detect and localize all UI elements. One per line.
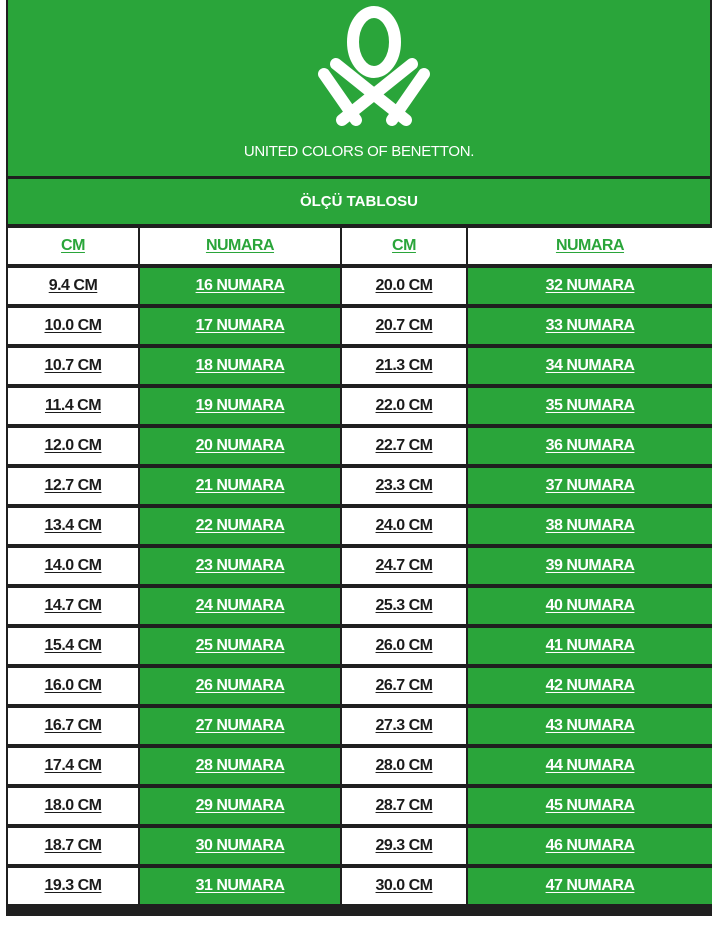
cm-cell: 20.0 CM	[342, 268, 466, 304]
numara-cell: 41 NUMARA	[468, 628, 712, 664]
cm-cell: 26.0 CM	[342, 628, 466, 664]
cm-cell: 29.3 CM	[342, 828, 466, 864]
cm-cell: 23.3 CM	[342, 468, 466, 504]
column-header-cm: CM	[8, 228, 138, 264]
numara-cell: 36 NUMARA	[468, 428, 712, 464]
brand-header	[8, 0, 710, 176]
cm-cell: 11.4 CM	[8, 388, 138, 424]
column-header-numara: NUMARA	[468, 228, 712, 264]
cm-cell: 17.4 CM	[8, 748, 138, 784]
cm-cell: 26.7 CM	[342, 668, 466, 704]
cm-cell: 22.7 CM	[342, 428, 466, 464]
numara-cell: 25 NUMARA	[140, 628, 340, 664]
cm-cell: 9.4 CM	[8, 268, 138, 304]
column-header-numara: NUMARA	[140, 228, 340, 264]
numara-cell: 18 NUMARA	[140, 348, 340, 384]
numara-cell: 22 NUMARA	[140, 508, 340, 544]
brand-name: UNITED COLORS OF BENETTON.	[243, 143, 475, 160]
cm-cell: 30.0 CM	[342, 868, 466, 904]
numara-cell: 35 NUMARA	[468, 388, 712, 424]
cm-cell: 21.3 CM	[342, 348, 466, 384]
numara-cell: 39 NUMARA	[468, 548, 712, 584]
cm-cell: 12.7 CM	[8, 468, 138, 504]
cm-cell: 14.7 CM	[8, 588, 138, 624]
numara-cell: 16 NUMARA	[140, 268, 340, 304]
cm-cell: 14.0 CM	[8, 548, 138, 584]
numara-cell: 38 NUMARA	[468, 508, 712, 544]
numara-cell: 19 NUMARA	[140, 388, 340, 424]
cm-cell: 13.4 CM	[8, 508, 138, 544]
cm-cell: 28.0 CM	[342, 748, 466, 784]
column-header-cm: CM	[342, 228, 466, 264]
cm-cell: 25.3 CM	[342, 588, 466, 624]
numara-cell: 21 NUMARA	[140, 468, 340, 504]
numara-cell: 32 NUMARA	[468, 268, 712, 304]
cm-cell: 27.3 CM	[342, 708, 466, 744]
numara-cell: 46 NUMARA	[468, 828, 712, 864]
numara-cell: 44 NUMARA	[468, 748, 712, 784]
numara-cell: 42 NUMARA	[468, 668, 712, 704]
numara-cell: 17 NUMARA	[140, 308, 340, 344]
cm-cell: 24.7 CM	[342, 548, 466, 584]
size-chart-title: ÖLÇÜ TABLOSU	[8, 179, 710, 224]
cm-cell: 10.7 CM	[8, 348, 138, 384]
cm-cell: 15.4 CM	[8, 628, 138, 664]
cm-cell: 19.3 CM	[8, 868, 138, 904]
cm-cell: 18.0 CM	[8, 788, 138, 824]
numara-cell: 20 NUMARA	[140, 428, 340, 464]
cm-cell: 20.7 CM	[342, 308, 466, 344]
benetton-knot-logo-icon	[314, 2, 434, 132]
numara-cell: 45 NUMARA	[468, 788, 712, 824]
size-table	[8, 228, 710, 904]
numara-cell: 30 NUMARA	[140, 828, 340, 864]
cm-cell: 22.0 CM	[342, 388, 466, 424]
numara-cell: 23 NUMARA	[140, 548, 340, 584]
cm-cell: 12.0 CM	[8, 428, 138, 464]
numara-cell: 37 NUMARA	[468, 468, 712, 504]
cm-cell: 16.0 CM	[8, 668, 138, 704]
numara-cell: 40 NUMARA	[468, 588, 712, 624]
numara-cell: 24 NUMARA	[140, 588, 340, 624]
cm-cell: 24.0 CM	[342, 508, 466, 544]
numara-cell: 33 NUMARA	[468, 308, 712, 344]
numara-cell: 31 NUMARA	[140, 868, 340, 904]
cm-cell: 18.7 CM	[8, 828, 138, 864]
numara-cell: 47 NUMARA	[468, 868, 712, 904]
numara-cell: 27 NUMARA	[140, 708, 340, 744]
numara-cell: 34 NUMARA	[468, 348, 712, 384]
cm-cell: 28.7 CM	[342, 788, 466, 824]
numara-cell: 43 NUMARA	[468, 708, 712, 744]
cm-cell: 10.0 CM	[8, 308, 138, 344]
numara-cell: 28 NUMARA	[140, 748, 340, 784]
numara-cell: 29 NUMARA	[140, 788, 340, 824]
cm-cell: 16.7 CM	[8, 708, 138, 744]
numara-cell: 26 NUMARA	[140, 668, 340, 704]
